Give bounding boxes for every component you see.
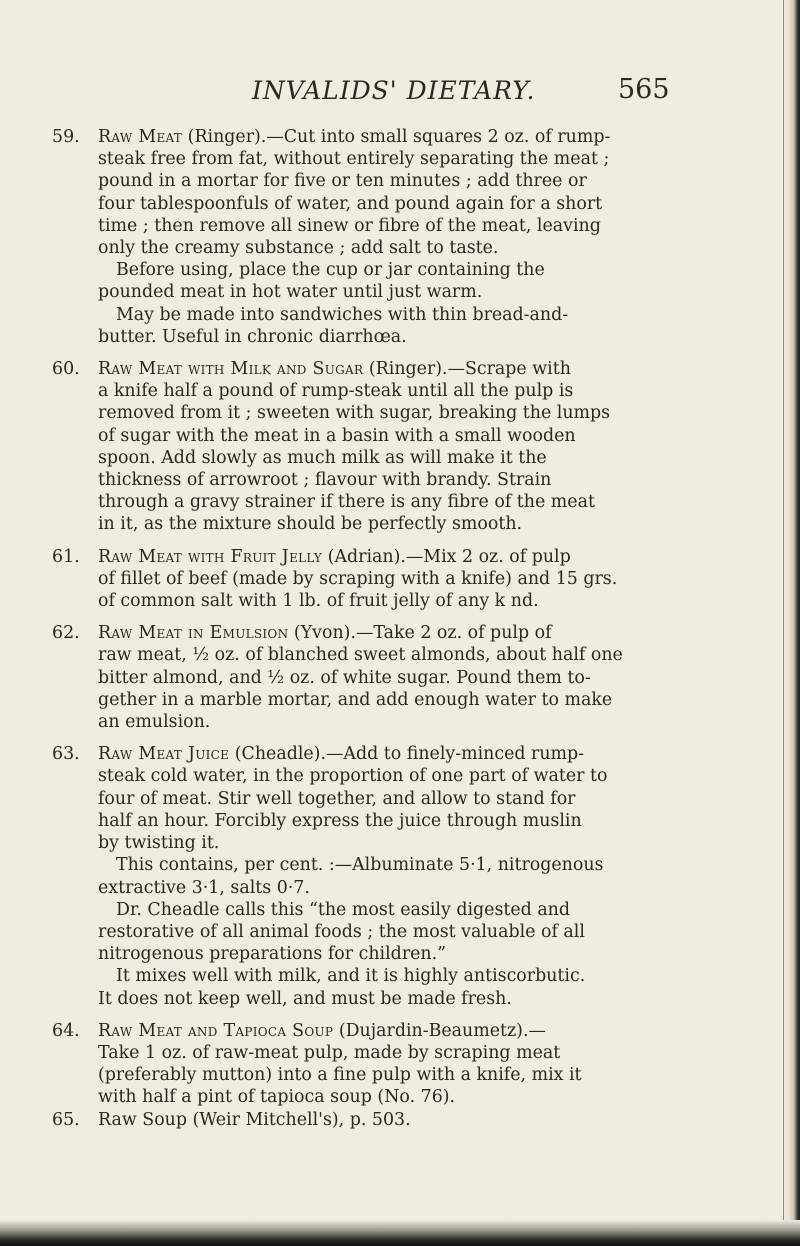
text-line: [52, 170, 772, 192]
recipe-number: 59.: [52, 127, 80, 147]
recipe-title: Raw Meat with Milk and Sugar: [98, 359, 364, 380]
line-text: four of meat. Stir well together, and allow to stand for: [98, 788, 576, 809]
text-line: [52, 148, 772, 170]
recipe-number: 64.: [52, 1020, 80, 1041]
recipe-entry: [52, 622, 772, 733]
text-line: [52, 854, 772, 876]
text-line: [52, 743, 772, 765]
line-text: time ; then remove all sinew or fibre of the meat, leaving: [98, 215, 601, 236]
text-line: [52, 689, 772, 711]
text-line: [52, 943, 772, 965]
line-text: with half a pint of tapioca soup (No. 76).: [98, 1087, 456, 1108]
line-text: four tablespoonfuls of water, and pound again for a short: [98, 193, 603, 214]
line-text: an emulsion.: [98, 712, 211, 733]
line-text: nitrogenous preparations for children.”: [98, 944, 447, 965]
line-text: only the creamy substance ; add salt to taste.: [98, 238, 499, 259]
line-text: This contains, per cent. :—Albuminate 5·1, nitrogenous: [116, 855, 604, 876]
line-text: butter. Useful in chronic diarrhœa.: [98, 326, 407, 347]
page-header: [0, 76, 800, 116]
recipe-title: Raw Meat Juice: [98, 744, 230, 765]
text-line: [52, 765, 772, 787]
text-line: [52, 326, 772, 348]
line-text: It mixes well with milk, and it is highly antiscorbutic.: [116, 966, 586, 987]
line-text: restorative of all animal foods ; the most valuable of all: [98, 921, 585, 942]
book-binding-edge: [784, 0, 800, 1246]
line-text: (preferably mutton) into a fine pulp with a knife, mix it: [98, 1065, 582, 1086]
text-line: [52, 921, 772, 943]
line-text: of fillet of beef (made by scraping with a knife) and 15 grs.: [98, 568, 618, 589]
text-line: [52, 1064, 772, 1086]
line-text: (Adrian).—Mix 2 oz. of pulp: [322, 546, 571, 567]
line-text: pounded meat in hot water until just warm.: [98, 282, 483, 303]
line-text: raw meat, ½ oz. of blanched sweet almonds, about half one: [98, 645, 623, 666]
text-line: [52, 644, 772, 666]
text-line: [52, 546, 772, 568]
recipe-number: 62.: [52, 623, 80, 644]
text-line: [52, 1020, 772, 1042]
line-text: extractive 3·1, salts 0·7.: [98, 877, 310, 898]
text-line: [52, 568, 772, 590]
text-line: [52, 1109, 772, 1131]
recipe-entry: [52, 546, 772, 613]
line-text: Dr. Cheadle calls this “the most easily digested and: [116, 899, 571, 920]
recipe-entry: [52, 358, 772, 536]
line-text: Take 1 oz. of raw-meat pulp, made by scraping meat: [98, 1042, 561, 1063]
text-line: [52, 380, 772, 402]
recipe-number: 65.: [52, 1109, 80, 1130]
text-line: [52, 667, 772, 689]
line-text: It does not keep well, and must be made fresh.: [98, 988, 512, 1009]
text-line: [52, 988, 772, 1010]
line-text: of common salt with 1 lb. of fruit jelly of any k nd.: [98, 591, 539, 612]
text-line: [52, 126, 772, 148]
text-line: [52, 193, 772, 215]
line-text: through a gravy strainer if there is any fibre of the meat: [98, 492, 595, 513]
recipe-list: [52, 126, 772, 1131]
line-text: (Yvon).—Take 2 oz. of pulp of: [288, 623, 552, 644]
line-text: (Ringer).—Scrape with: [363, 359, 571, 380]
text-line: [52, 1042, 772, 1064]
line-text: pound in a mortar for five or ten minutes ; add three or: [98, 171, 587, 192]
recipe-entry: [52, 1020, 772, 1109]
text-line: [52, 491, 772, 513]
text-line: [52, 469, 772, 491]
text-line: [52, 447, 772, 469]
text-line: [52, 832, 772, 854]
text-line: [52, 1086, 772, 1108]
line-text: bitter almond, and ½ oz. of white sugar. Pound them to-: [98, 667, 591, 688]
line-text: (Dujardin-Beaumetz).—: [333, 1020, 546, 1041]
text-line: [52, 425, 772, 447]
text-line: [52, 215, 772, 237]
recipe-entry: [52, 743, 772, 1009]
line-text: May be made into sandwiches with thin bread-and-: [116, 304, 569, 325]
page-bottom-edge: [0, 1220, 800, 1246]
text-line: [52, 711, 772, 733]
running-title: INVALIDS' DIETARY.: [252, 76, 536, 105]
recipe-number: 63.: [52, 744, 80, 765]
line-text: by twisting it.: [98, 833, 220, 854]
text-line: [52, 513, 772, 535]
line-text: of sugar with the meat in a basin with a small wooden: [98, 425, 576, 446]
text-line: [52, 304, 772, 326]
line-text: (Ringer).—Cut into small squares 2 oz. of rump-: [182, 127, 611, 147]
recipe-entry: [52, 1109, 772, 1131]
page-number: 565: [618, 74, 670, 105]
line-text: thickness of arrowroot ; flavour with brandy. Strain: [98, 470, 552, 491]
text-line: [52, 590, 772, 612]
recipe-number: 60.: [52, 359, 80, 380]
text-line: [52, 810, 772, 832]
text-line: [52, 402, 772, 424]
line-text: half an hour. Forcibly express the juice through muslin: [98, 810, 582, 831]
text-line: [52, 259, 772, 281]
text-line: [52, 899, 772, 921]
text-line: [52, 281, 772, 303]
recipe-title: Raw Meat in Emulsion: [98, 623, 289, 644]
recipe-title: Raw Meat with Fruit Jelly: [98, 546, 323, 567]
line-text: spoon. Add slowly as much milk as will make it the: [98, 447, 547, 468]
line-text: Raw Soup (Weir Mitchell's), p. 503.: [98, 1109, 411, 1130]
text-line: [52, 622, 772, 644]
recipe-entry: [52, 126, 772, 348]
recipe-title: Raw Meat and Tapioca Soup: [98, 1020, 334, 1041]
recipe-title: Raw Meat: [98, 127, 183, 147]
text-line: [52, 358, 772, 380]
text-line: [52, 788, 772, 810]
text-line: [52, 965, 772, 987]
text-line: [52, 237, 772, 259]
line-text: a knife half a pound of rump-steak until all the pulp is: [98, 381, 574, 402]
line-text: in it, as the mixture should be perfectly smooth.: [98, 514, 523, 535]
line-text: removed from it ; sweeten with sugar, breaking the lumps: [98, 403, 611, 424]
line-text: Before using, place the cup or jar containing the: [116, 260, 545, 281]
line-text: (Cheadle).—Add to finely-minced rump-: [229, 744, 585, 765]
line-text: steak free from fat, without entirely separating the meat ;: [98, 149, 610, 170]
recipe-number: 61.: [52, 546, 80, 567]
text-line: [52, 877, 772, 899]
line-text: steak cold water, in the proportion of one part of water to: [98, 766, 608, 787]
line-text: gether in a marble mortar, and add enough water to make: [98, 689, 613, 710]
